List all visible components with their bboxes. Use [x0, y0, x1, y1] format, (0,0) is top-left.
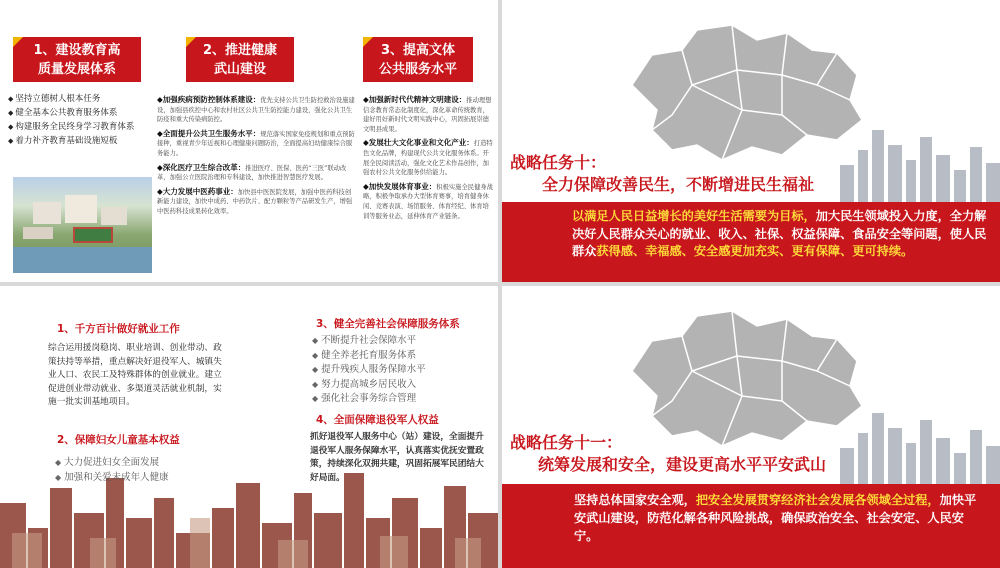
box-title-line: 1、建设教育高 [33, 43, 121, 58]
panel-employment-social-security [0, 286, 498, 568]
veterans-text: 抓好退役军人服务中心（站）建设，全面提升退役军人服务保障水平，认真落实优抚安置政策，持续深化双拥共建，巩固拓展军民团结大好局面。 [310, 432, 484, 483]
item-text: 积极实施全民健身战略，积极争取承办大型体育赛事，培育健身休闲、竞赛表演、场馆服务、体育经纪、体育培训等服务业态，延伸体育产业链条。 [363, 183, 493, 220]
band-text: 加快平安武山建设，防范化解各种风险挑战，确保政治安全、社会安定、人民安宁。 [574, 493, 977, 543]
band-text: 坚持总体国家安全观， [574, 493, 696, 507]
city-towers-illustration [830, 125, 1000, 205]
health-item [157, 129, 357, 159]
list-item: ◆ 坚持立德树人根本任务 [8, 92, 158, 106]
item-title: ◆深化医疗卫生综合改革： [157, 162, 246, 172]
item-title: ◆加强疾病预防控制体系建设： [157, 95, 261, 104]
list-item: ◆ 加强和关爱未成年人健康 [55, 471, 255, 486]
item-text: 优先支持公共卫生防控救治设施建设，加强县疾控中心和农村社区公共卫生防控能力建设，强化公共卫生防疫和重大传染病防控。 [157, 97, 355, 124]
task-description-band [502, 484, 1000, 568]
women-children-list [55, 456, 255, 485]
item-text: 规范落实国家免疫规划和重点预防接种，重视青少年近视和心理健康问题防治，全面提高妇幼健康综合服务能力。 [157, 130, 355, 157]
item-title: ◆加强新时代代精神文明建设： [363, 95, 467, 104]
item-text: 打造特色文化品牌，构建现代公共文化服务体系。开展全民阅读活动，强化文化艺术作品创作，加强农村公共文化服务供给能力。 [363, 140, 493, 177]
employment-text: 综合运用援岗稳岗、职业培训、创业带动、政策扶持等举措，重点解决好退役军人、城镇失业人口、农民工及特殊群体的创业就业。建立促进创业带动就业、多渠道灵活就业机制，实施一批实训基地项目。 [48, 343, 222, 407]
band-highlight: 把安全发展贯穿经济社会发展各领域全过程， [695, 493, 940, 507]
list-item: ◆ 健全养老托育服务体系 [312, 349, 492, 364]
box-title-line: 公共服务水平 [378, 62, 457, 77]
section-box-education [13, 37, 141, 82]
heading-social-security: 3、健全完善社会保障服务体系 [316, 318, 460, 330]
list-item: ◆ 努力提高城乡居民收入 [312, 378, 492, 393]
box-title-line: 质量发展体系 [37, 62, 116, 77]
item-title: ◆加快发展体育事业： [363, 181, 437, 191]
list-item: ◆ 不断提升社会保障水平 [312, 334, 492, 349]
culture-item [363, 182, 493, 221]
item-text: 推进医疗、医保、医药“三医”联动改革，加强公立医院治理和专科建设，加快推进智慧医疗发展。 [157, 164, 347, 182]
item-text: 推动理想信念教育常态化制度化，深化革命传统教育，建好用好新时代文明实践中心，巩固拓展崇德文明县成果。 [363, 97, 492, 133]
task-description-band [502, 202, 1000, 282]
task-title: 统筹发展和安全，建设更高水平平安武山 [538, 455, 827, 474]
education-list [8, 92, 158, 148]
list-item: ◆ 提升残疾人服务保障水平 [312, 363, 492, 378]
section-box-culture [363, 37, 473, 82]
panel-education-health-culture [0, 0, 498, 282]
panel-strategic-task-10 [502, 0, 1000, 282]
culture-item [363, 95, 493, 134]
school-campus-image [13, 177, 152, 273]
box-title-line: 武山建设 [213, 62, 266, 77]
heading-employment: 1、千方百计做好就业工作 [57, 323, 180, 335]
heading-veterans: 4、全面保障退役军人权益 [316, 414, 439, 426]
health-item [157, 187, 357, 217]
task-number: 战略任务十一： [510, 433, 623, 452]
city-towers-illustration [830, 408, 1000, 488]
band-highlight: 以满足人民日益增长的美好生活需要为目标， [572, 209, 816, 223]
box-title-line: 3、提高文体 [380, 43, 456, 58]
task-title: 全力保障改善民生，不断增进民生福祉 [542, 175, 815, 194]
list-item: ◆ 着力补齐教育基础设施短板 [8, 134, 158, 148]
band-highlight: 获得感、幸福感、安全感更加充实、更有保障、更可持续。 [596, 244, 914, 258]
box-title-line: 2、推进健康 [202, 43, 278, 58]
social-security-list [312, 334, 492, 407]
health-item [157, 163, 357, 183]
item-text: 加快县中医医院发展，加强中医药科技创新能力建设，加快中成药、中药饮片、配方颗粒等产品研发生产，增强中医药科技成果转化效率。 [157, 188, 353, 215]
section-box-health [186, 37, 294, 82]
list-item: ◆ 强化社会事务综合管理 [312, 392, 492, 407]
culture-column [363, 95, 493, 225]
list-item: ◆ 健全基本公共教育服务体系 [8, 106, 158, 120]
panel-strategic-task-11 [502, 286, 1000, 568]
item-title: ◆全面提升公共卫生服务水平： [157, 128, 261, 138]
item-title: ◆大力发展中医药事业： [157, 186, 238, 196]
task-number: 战略任务十： [510, 153, 607, 172]
list-item: ◆ 大力促进妇女全面发展 [55, 456, 255, 471]
heading-women-children: 2、保障妇女儿童基本权益 [57, 434, 180, 446]
list-item: ◆ 构建服务全民终身学习教育体系 [8, 120, 158, 134]
health-item [157, 95, 357, 125]
item-title: ◆发展壮大文化事业和文化产业： [363, 138, 474, 148]
band-text: 加大民生领域投入力度，全力解决好人民群众关心的就业、收入、社保、权益保障、食品安全等问题，使人民群众 [572, 209, 987, 258]
culture-item [363, 138, 493, 177]
health-column [157, 95, 357, 221]
